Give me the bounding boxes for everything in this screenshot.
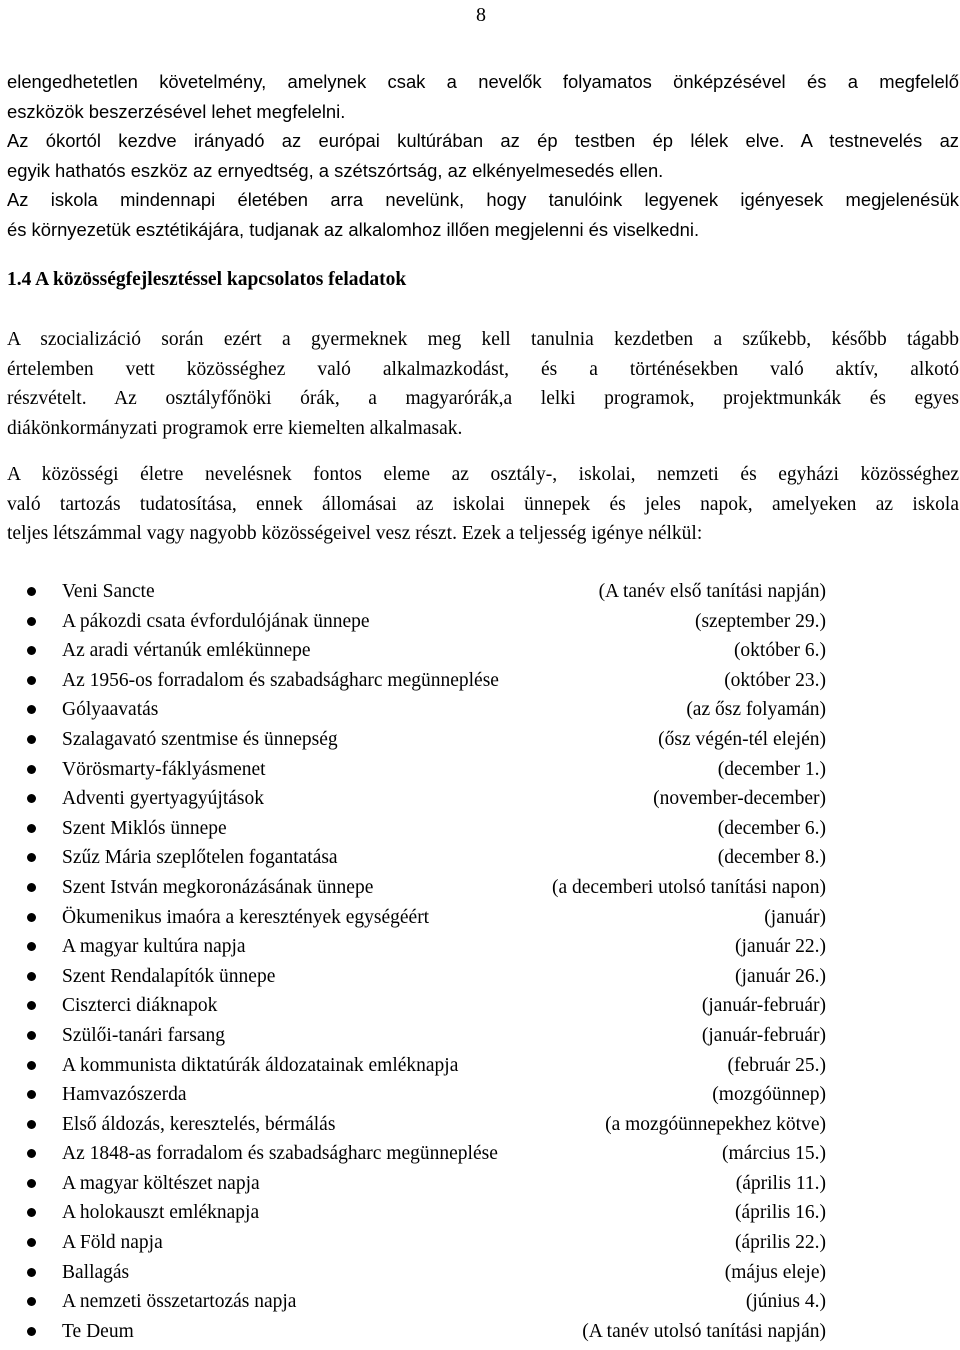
event-name: Szent Rendalapítók ünnepe: [62, 965, 276, 987]
event-date: (június 4.): [745, 1291, 826, 1313]
bullet-icon: [27, 646, 36, 655]
bullet-icon: [27, 587, 36, 596]
socialization-paragraph: [7, 325, 959, 443]
event-date: (A tanév utolsó tanítási napján): [582, 1320, 826, 1342]
event-date: (a mozgóünnepekhez kötve): [605, 1113, 826, 1135]
intro-paragraph-3: [7, 185, 959, 244]
text-line: egyik hathatós eszköz az ernyedtség, a szétszórtság, az elkényelmesedés ellen.: [7, 159, 664, 181]
event-name: Szent István megkoronázásának ünnepe: [62, 876, 374, 898]
event-name: Veni Sancte: [62, 581, 155, 602]
event-date: (január 22.): [735, 936, 826, 958]
list-item: [0, 1317, 960, 1347]
text-line: Az ókortól kezdve irányadó az európai kultúrában az ép testben ép lélek elve. A testnevelés az: [7, 130, 959, 151]
text-line: részvételt. Az osztályfőnöki órák, a magyarórák,a lelki programok, projektmunkák és egyes: [7, 388, 959, 409]
event-date: (április 22.): [735, 1232, 826, 1254]
list-item: [0, 1080, 960, 1110]
event-name: Első áldozás, keresztelés, bérmálás: [62, 1113, 336, 1135]
list-item: [0, 991, 960, 1021]
bullet-icon: [27, 853, 36, 862]
event-date: (december 6.): [717, 817, 826, 839]
list-item: [0, 932, 960, 962]
list-item: [0, 607, 960, 637]
event-name: Szülői-tanári farsang: [62, 1024, 225, 1046]
bullet-icon: [27, 1149, 36, 1158]
intro-paragraph-1: [7, 67, 959, 126]
event-name: Szent Miklós ünnepe: [62, 817, 227, 839]
event-date: (október 6.): [733, 640, 826, 662]
list-item: [0, 784, 960, 814]
bullet-icon: [27, 1297, 36, 1306]
bullet-icon: [27, 883, 36, 892]
bullet-icon: [27, 1179, 36, 1188]
list-item: [0, 725, 960, 755]
event-date: (április 16.): [735, 1202, 826, 1224]
event-name: Az aradi vértanúk emlékünnepe: [62, 640, 311, 662]
event-name: Te Deum: [62, 1320, 134, 1342]
text-line: A szocializáció során ezért a gyermeknek meg kell tanulnia kezdetben a szűkebb, később tágabb: [7, 329, 959, 350]
event-name: Hamvazószerda: [62, 1084, 187, 1106]
event-name: A nemzeti összetartozás napja: [62, 1291, 297, 1313]
bullet-icon: [27, 765, 36, 774]
bullet-icon: [27, 1327, 36, 1336]
list-item: [0, 903, 960, 933]
event-date: (április 11.): [735, 1172, 826, 1194]
bullet-icon: [27, 1061, 36, 1070]
event-date: (A tanév első tanítási napján): [598, 581, 826, 602]
event-date: (május eleje): [724, 1261, 826, 1283]
list-item: [0, 814, 960, 844]
text-line: Az iskola mindennapi életében arra nevelünk, hogy tanulóink legyenek igényesek megjelenésük: [7, 189, 959, 210]
bullet-icon: [27, 1090, 36, 1099]
event-name: A Föld napja: [62, 1232, 163, 1254]
list-item: [0, 755, 960, 785]
bullet-icon: [27, 705, 36, 714]
event-date: (március 15.): [722, 1143, 826, 1165]
text-line: való tartozás tudatosítása, ennek állomásai az iskolai ünnepek és jeles napok, amelyeken az iskola: [7, 493, 959, 515]
event-date: (a decemberi utolsó tanítási napon): [552, 876, 826, 898]
bullet-icon: [27, 676, 36, 685]
bullet-icon: [27, 913, 36, 922]
list-item: [0, 1139, 960, 1169]
list-item: [0, 1228, 960, 1258]
text-line: diákönkormányzati programok erre kiemelten alkalmasak.: [7, 417, 463, 439]
list-item: [0, 1169, 960, 1199]
list-item: [0, 1110, 960, 1140]
list-item: [0, 666, 960, 696]
list-item: [0, 695, 960, 725]
bullet-icon: [27, 1031, 36, 1040]
text-line: és környezetük esztétikájára, tudjanak az alkalomhoz illően megjelenni és viselkedni.: [7, 218, 700, 240]
list-item: [0, 1051, 960, 1081]
list-item: [0, 636, 960, 666]
section-heading: 1.4 A közösségfejlesztéssel kapcsolatos feladatok: [7, 269, 407, 290]
list-item: [0, 962, 960, 992]
event-name: A kommunista diktatúrák áldozatainak emléknapja: [62, 1054, 459, 1076]
bullet-icon: [27, 794, 36, 803]
text-line: A közösségi életre nevelésnek fontos eleme az osztály-, iskolai, nemzeti és egyházi közösséghez: [7, 464, 959, 485]
event-date: (január-február): [701, 995, 826, 1017]
page-number: 8: [476, 4, 486, 26]
list-item: [0, 843, 960, 873]
intro-paragraph-2: [7, 126, 959, 185]
bullet-icon: [27, 1268, 36, 1277]
list-item: [0, 1021, 960, 1051]
event-name: Az 1956-os forradalom és szabadságharc megünneplése: [62, 669, 499, 691]
bullet-icon: [27, 1120, 36, 1129]
event-name: A magyar kultúra napja: [62, 936, 246, 958]
event-date: (ősz végén-tél elején): [658, 728, 826, 750]
event-name: Gólyaavatás: [62, 699, 159, 721]
event-date: (január 26.): [735, 965, 826, 987]
event-name: A pákozdi csata évfordulójának ünnepe: [62, 610, 370, 632]
event-date: (november-december): [653, 788, 826, 810]
list-item: [0, 1287, 960, 1317]
event-date: (december 8.): [717, 847, 826, 869]
bullet-icon: [27, 617, 36, 626]
list-item: [0, 577, 960, 607]
bullet-icon: [27, 735, 36, 744]
event-date: (az ősz folyamán): [686, 699, 826, 721]
event-name: Ciszterci diáknapok: [62, 995, 218, 1017]
events-list: [0, 577, 960, 1346]
event-date: (január-február): [701, 1024, 826, 1046]
event-name: Az 1848-as forradalom és szabadságharc megünneplése: [62, 1143, 498, 1165]
text-line: elengedhetetlen követelmény, amelynek csak a nevelők folyamatos önképzésével és a megfelelő: [7, 71, 959, 92]
bullet-icon: [27, 972, 36, 981]
bullet-icon: [27, 824, 36, 833]
event-date: (december 1.): [717, 758, 826, 780]
event-name: Ökumenikus imaóra a keresztények egységéért: [62, 906, 430, 928]
list-item: [0, 1198, 960, 1228]
event-date: (január): [764, 906, 826, 928]
event-name: Ballagás: [62, 1261, 130, 1283]
text-line: értelemben vett közösséghez való alkalmazkodást, és a történésekben való aktív, alkotó: [7, 358, 959, 380]
text-line: teljes létszámmal vagy nagyobb közösségeivel vesz részt. Ezek a teljesség igénye nélkül:: [7, 523, 703, 544]
event-name: Szalagavató szentmise és ünnepség: [62, 728, 338, 750]
bullet-icon: [27, 1001, 36, 1010]
text-line: eszközök beszerzésével lehet megfelelni.: [7, 100, 346, 122]
event-name: Szűz Mária szeplőtelen fogantatása: [62, 847, 338, 869]
list-item: [0, 1258, 960, 1288]
community-paragraph: [7, 460, 959, 549]
event-name: Adventi gyertyagyújtások: [62, 788, 264, 810]
event-date: (mozgóünnep): [712, 1084, 826, 1106]
event-date: (október 23.): [724, 669, 826, 691]
event-name: Vörösmarty-fáklyásmenet: [62, 758, 266, 780]
bullet-icon: [27, 1238, 36, 1247]
bullet-icon: [27, 942, 36, 951]
event-date: (szeptember 29.): [694, 610, 826, 632]
event-name: A holokauszt emléknapja: [62, 1202, 260, 1224]
event-name: A magyar költészet napja: [62, 1172, 260, 1194]
event-date: (február 25.): [727, 1054, 826, 1076]
bullet-icon: [27, 1208, 36, 1217]
list-item: [0, 873, 960, 903]
